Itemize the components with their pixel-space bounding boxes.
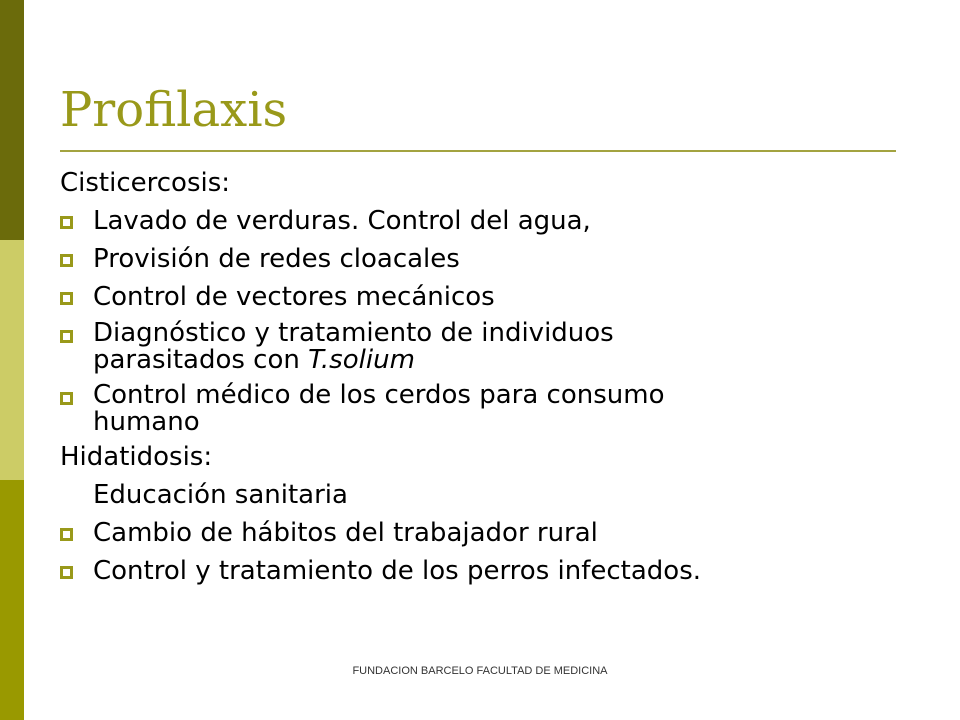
bullet-text-line-1: Control médico de los cerdos para consumo [93, 380, 665, 410]
bullet-text-line-2 [93, 347, 920, 374]
section-heading-hidatidosis: Hidatidosis: [60, 442, 213, 472]
bullet-item [60, 282, 920, 312]
bullet-item [60, 518, 920, 548]
slide-title: Profilaxis [60, 82, 288, 138]
square-bullet-icon [60, 528, 73, 541]
bullet-text: Lavado de verduras. Control del agua, [93, 206, 591, 236]
bullet-text-line-1: Diagnóstico y tratamiento de individuos [93, 318, 614, 348]
bullet-item [60, 556, 920, 586]
bullet-item [60, 244, 920, 274]
slide-body [60, 168, 920, 586]
bullet-item [60, 382, 920, 436]
bullet-item [60, 206, 920, 236]
bullet-text: Control de vectores mecánicos [93, 282, 495, 312]
side-stripe-top [0, 0, 24, 240]
side-stripe-middle [0, 240, 24, 480]
bullet-text: Provisión de redes cloacales [93, 244, 460, 274]
bullet-item [60, 320, 920, 374]
section-heading-cisticercosis: Cisticercosis: [60, 168, 231, 198]
square-bullet-icon [60, 566, 73, 579]
square-bullet-icon [60, 254, 73, 267]
bullet-text-prefix: parasitados con [93, 345, 309, 375]
bullet-text-line-2: humano [93, 407, 200, 437]
title-divider [60, 150, 896, 152]
side-stripe-bottom [0, 480, 24, 720]
slide-footer: FUNDACION BARCELO FACULTAD DE MEDICINA [352, 665, 608, 677]
bullet-text: Cambio de hábitos del trabajador rural [93, 518, 598, 548]
species-name: T.solium [308, 345, 415, 375]
square-bullet-icon [60, 216, 73, 229]
square-bullet-icon [60, 392, 73, 405]
indented-line: Educación sanitaria [93, 480, 348, 510]
square-bullet-icon [60, 292, 73, 305]
square-bullet-icon [60, 330, 73, 343]
bullet-text: Control y tratamiento de los perros infectados. [93, 556, 702, 586]
